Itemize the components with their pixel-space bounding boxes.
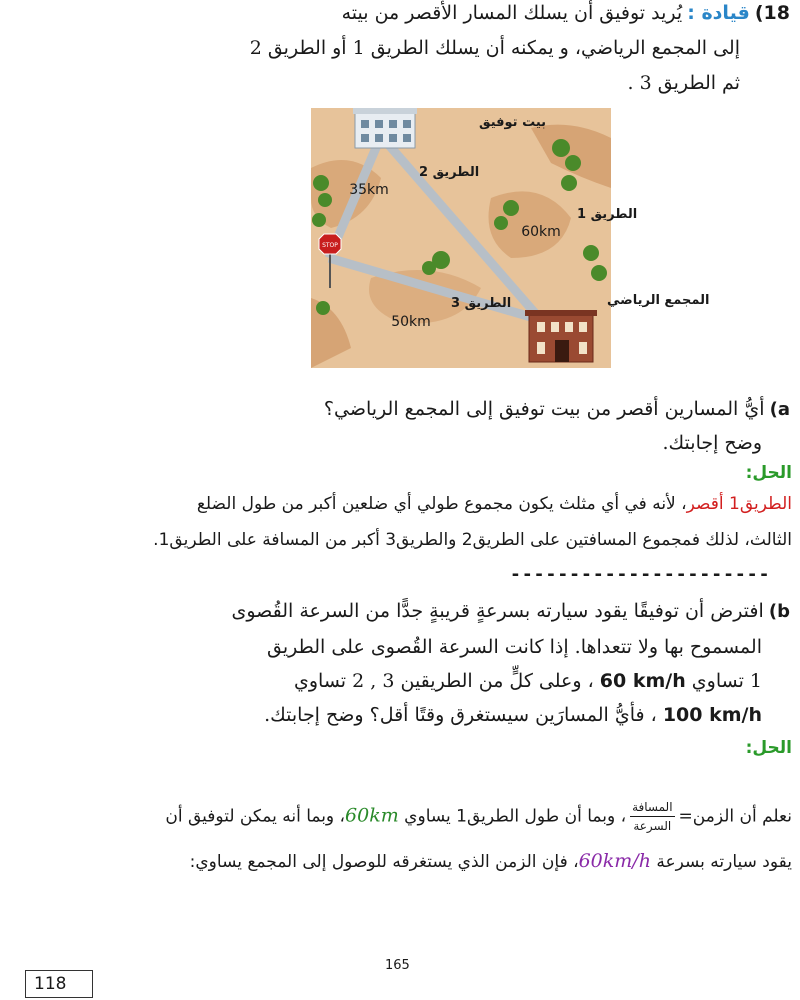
road1-distance: 60km [521, 224, 561, 240]
page-number: 165 [385, 958, 410, 973]
solution-a-line-1 [197, 494, 792, 514]
solution-b-label: الحل: [745, 738, 792, 758]
part-b-text-3-pre: 1 تساوي [691, 670, 762, 692]
solution-b-text-1-mid: ، وبما أن طول الطريق1 يساوي [404, 806, 627, 827]
part-b-text-1: افترض أن توفيقًا يقود سيارته بسرعةٍ قريبةٍ جدًّا من السرعة القُصوى [231, 600, 764, 622]
question-text-1: يُريد توفيق أن يسلك المسار الأقصر من بيته [341, 2, 683, 24]
part-a-line-2: وضح إجابتك. [662, 432, 762, 454]
stop-sign-text: STOP [322, 242, 338, 249]
book-page-box: 118 [25, 970, 93, 998]
part-b-speed-2: 100 km/h [662, 704, 762, 726]
part-b-text-4-post: ، فأيُّ المسارَين سيستغرق وقتًا أقل؟ وضح إجابتك. [264, 704, 657, 726]
part-b-text-3-post: ، وعلى كلٍّ من الطريقين 3 , 2 تساوي [294, 670, 594, 692]
road2-distance: 35km [349, 182, 389, 198]
solution-b-text-2-pre: يقود سيارته بسرعة [656, 852, 792, 872]
part-a-text-1: أيُّ المسارين أقصر من بيت توفيق إلى المجمع الرياضي؟ [323, 398, 765, 420]
part-b-line-2: المسموح بها ولا تتعداها. إذا كانت السرعة القُصوى على الطريق [267, 636, 762, 658]
solution-b-line-2 [190, 850, 792, 872]
part-a-label: a) [769, 399, 790, 420]
solution-a-line-2: الثالث، لذلك فمجموع المسافتين على الطريق2 والطريق3 أكبر من المسافة على الطريق1. [153, 530, 792, 550]
road2-label: الطريق 2 [419, 165, 480, 180]
house-building [353, 108, 417, 148]
road3-distance: 50km [391, 314, 431, 330]
solution-a-highlight: الطريق1 أقصر [686, 494, 792, 514]
solution-b-text-1-post: ، وبما أنه يمكن لتوفيق أن [165, 806, 346, 827]
solution-b-text-1-pre: نعلم أن الزمن= [678, 806, 792, 827]
fraction-denominator: السرعة [633, 819, 672, 833]
question-line-1 [342, 2, 790, 24]
question-title: قيادة : [687, 2, 750, 24]
solution-b-line-1 [165, 800, 792, 833]
road-map-illustration [311, 108, 710, 368]
question-number: 18) [754, 2, 790, 24]
part-a-line-1 [324, 398, 790, 420]
question-line-3: ثم الطريق 3 . [627, 72, 740, 94]
solution-a-text-1: ، لأنه في أي مثلث يكون مجموع طولي أي ضلعين أكبر من طول الضلع [196, 494, 687, 514]
sports-complex-building [525, 310, 597, 362]
solution-a-label: الحل: [745, 463, 792, 483]
separator-dashes: ---------------------- [510, 564, 771, 585]
part-b-speed-1: 60 km/h [599, 670, 686, 692]
question-line-2: إلى المجمع الرياضي، و يمكنه أن يسلك الطريق 1 أو الطريق 2 [249, 37, 740, 59]
distance-value: 60km [345, 804, 399, 827]
time-fraction [630, 800, 674, 833]
speed-value: 60km/h [578, 850, 651, 872]
fraction-numerator: المسافة [630, 800, 674, 817]
part-b-line-3 [294, 670, 762, 692]
part-b-label: b) [768, 601, 790, 622]
solution-b-text-2-post: ، فإن الزمن الذي يستغرقه للوصول إلى المجمع يساوي: [189, 852, 579, 872]
road1-label: الطريق 1 [577, 207, 638, 222]
house-label: بيت توفيق [479, 115, 547, 130]
road3-label: الطريق 3 [451, 296, 512, 311]
part-b-line-4 [264, 704, 762, 726]
part-b-line-1 [231, 600, 790, 622]
complex-label: المجمع الرياضي [607, 293, 710, 308]
